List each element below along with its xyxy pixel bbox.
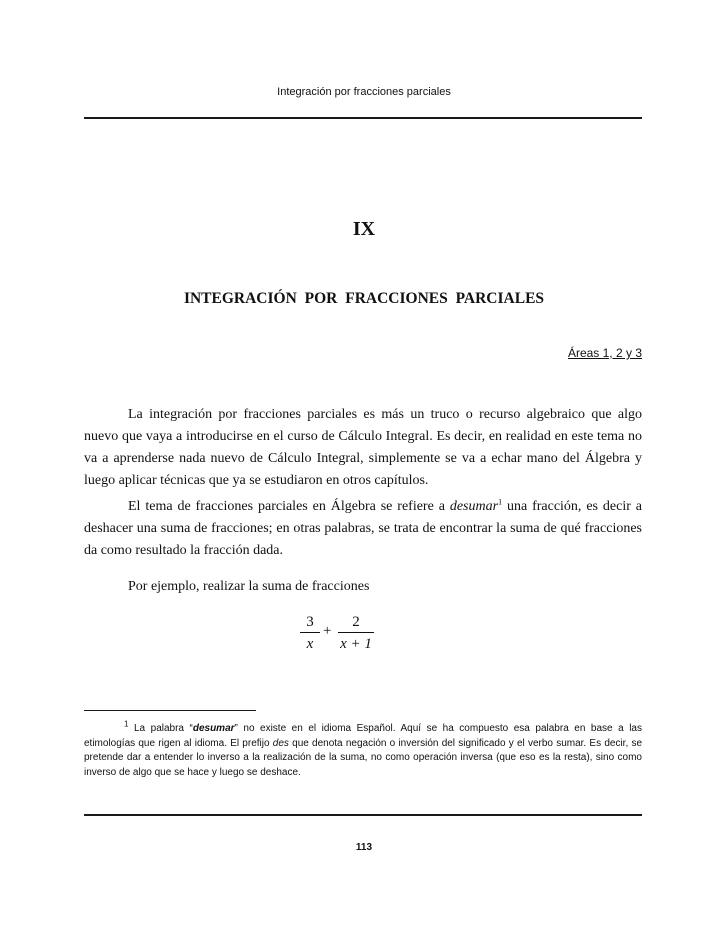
fraction-1-denominator: x [306,636,314,652]
desumar-term: desumar [449,499,499,514]
fraction-1-numerator: 3 [306,614,314,630]
footnote-reference: 1 [498,497,503,507]
header-rule [84,117,642,119]
page-number: 113 [355,842,373,853]
fraction-2 [338,612,374,653]
plus-operator: + [323,623,332,639]
footer-rule [84,814,642,816]
fraction-2-numerator: 2 [352,614,360,630]
running-header: Integración por fracciones parciales [277,86,451,98]
fraction-2-denominator: x + 1 [340,636,372,652]
footnote-desumar-word: desumar [192,723,235,734]
footnote-des-prefix: des [272,737,289,749]
footnote-text-2: ” no existe en el idioma Español. Aquí se ha compuesto esa palabra en base a las etimologías que rigen al idioma. El prefijo [84,723,642,749]
paragraph-desumar-text-2: una fracción, es decir a deshacer una suma de fracciones; en otras palabras, se trata de encontrar la suma de qué fracciones da como resultado la fracción dada. [84,499,642,558]
chapter-title: INTEGRACIÓN POR FRACCIONES PARCIALES [183,290,545,307]
footnote-text-1: La palabra “ [133,723,193,734]
footnote-separator [84,710,256,711]
areas-label: Áreas 1, 2 y 3 [567,346,642,360]
footnote [84,719,643,780]
paragraph-desumar [84,496,642,562]
paragraph-intro: La integración por fracciones parciales es más un truco o recurso algebraico que algo nuevo que vaya a introducirse en el curso de Cálculo Integral. Es decir, en realidad en este tema no va a aprenderse nada nuevo de Cálculo Integral, simplemente se va a echar mano del Álgebra y luego aplicar técnicas que ya se estudiaron en otros capítulos. [84,407,642,488]
paragraph-example: Por ejemplo, realizar la suma de fracciones [128,579,370,594]
footnote-text-3: que denota negación o inversión del significado y el verbo sumar. Es decir, se pretende dar a entender lo inverso a la realización de la suma, no como operación inversa (que eso es la resta), sino como inverso de algo que se hace y luego se deshace. [84,737,643,778]
paragraph-desumar-text-1: El tema de fracciones parciales en Álgebra se refiere a [128,499,450,514]
footnote-marker: 1 [124,719,129,729]
chapter-number: IX [352,218,376,240]
fraction-1 [300,612,320,653]
